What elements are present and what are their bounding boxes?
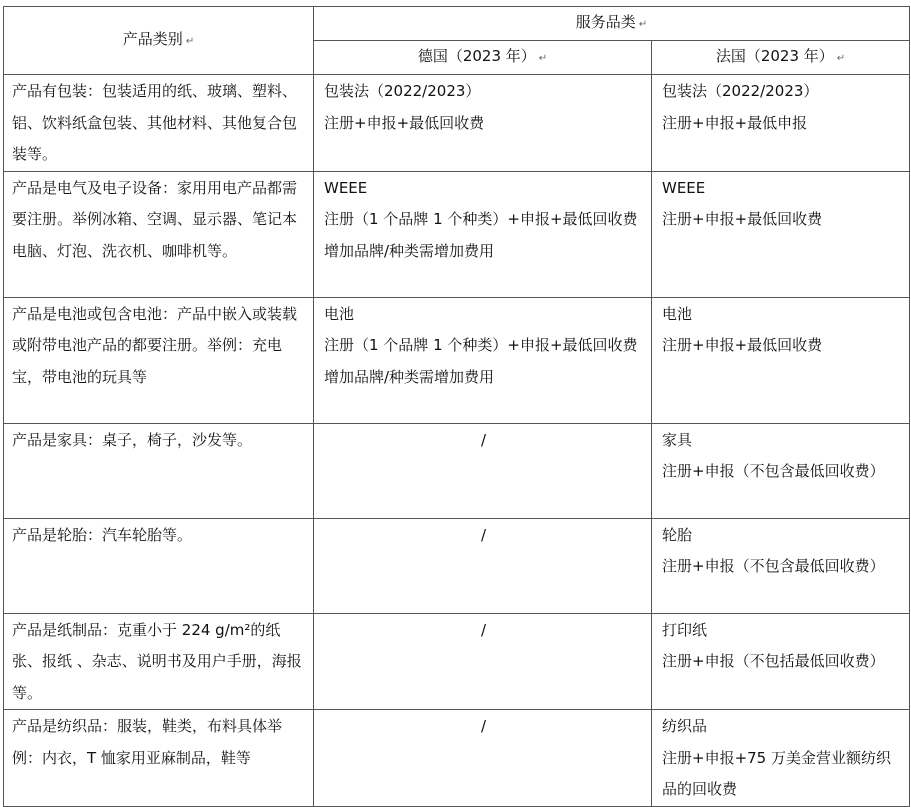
category-text: 产品是轮胎：汽车轮胎等。: [12, 525, 193, 544]
fr-line: 注册+申报（不包括最低回收费）: [662, 652, 885, 670]
fr-line: 家具: [662, 430, 693, 449]
category-cell: [4, 171, 314, 297]
germany-cell: [314, 518, 652, 613]
category-text: 产品是电池或包含电池：产品中嵌入或装载或附带电池产品的都要注册。举例：充电宝，带电池的玩具等: [12, 304, 298, 386]
france-cell: [652, 518, 910, 613]
de-line: 注册（1 个品牌 1 个种类）+申报+最低回收费: [324, 210, 638, 228]
category-text: 产品是纺织品：服装，鞋类，布料具体举例：内衣，T 恤家用亚麻制品，鞋等: [12, 717, 283, 767]
fr-line: WEEE: [662, 178, 706, 197]
category-text: 产品是家具：桌子，椅子，沙发等。: [12, 430, 253, 449]
header-category: 产品类别 ↵: [4, 7, 314, 75]
comparison-table: [3, 6, 910, 807]
fr-line: 注册+申报+75 万美金营业额纺织品的回收费: [662, 748, 891, 798]
header-france: 法国（2023 年） ↵: [652, 41, 910, 75]
category-cell: [4, 613, 314, 710]
de-line: /: [480, 430, 487, 449]
header-category-label: 产品类别: [122, 30, 183, 48]
header-germany: 德国（2023 年） ↵: [314, 41, 652, 75]
de-line: 包装法（2022/2023）: [324, 82, 481, 100]
header-germany-label: 德国（2023 年）: [417, 47, 536, 65]
header-row: [4, 7, 910, 41]
fr-line: 轮胎: [662, 525, 693, 544]
fr-line: 注册+申报+最低回收费: [662, 210, 823, 228]
germany-cell: [314, 297, 652, 423]
table-row: [4, 423, 910, 518]
fr-line: 注册+申报+最低申报: [662, 113, 808, 132]
de-line: /: [480, 525, 487, 544]
fr-line: 纺织品: [662, 717, 708, 735]
france-cell: [652, 423, 910, 518]
fr-line: 包装法（2022/2023）: [662, 82, 819, 100]
fr-line: 注册+申报（不包含最低回收费）: [662, 557, 885, 575]
germany-cell: [314, 613, 652, 710]
de-line: 注册+申报+最低回收费: [324, 113, 485, 132]
header-service-label: 服务品类: [575, 13, 636, 31]
category-text: 产品是纸制品：克重小于 224 g/m²的纸张、报纸 、杂志、说明书及用户手册，海报等。: [12, 620, 302, 702]
fr-line: 电池: [662, 304, 693, 323]
de-line: /: [480, 620, 487, 639]
de-line: 注册（1 个品牌 1 个种类）+申报+最低回收费: [324, 336, 638, 354]
germany-cell: [314, 75, 652, 172]
fr-line: 注册+申报+最低回收费: [662, 336, 823, 354]
category-cell: [4, 423, 314, 518]
fr-line: 打印纸: [662, 620, 708, 639]
table-row: [4, 297, 910, 423]
de-line: 增加品牌/种类需增加费用: [324, 241, 495, 260]
germany-cell: [314, 710, 652, 807]
category-cell: [4, 518, 314, 613]
table-row: [4, 613, 910, 710]
france-cell: [652, 710, 910, 807]
table-row: [4, 710, 910, 807]
france-cell: [652, 613, 910, 710]
category-text: 产品有包装：包装适用的纸、玻璃、塑料、铝、饮料纸盒包装、其他材料、其他复合包装等。: [12, 82, 298, 163]
germany-cell: [314, 171, 652, 297]
category-text: 产品是电气及电子设备：家用用电产品都需要注册。举例冰箱、空调、显示器、笔记本电脑、灯泡、洗衣机、咖啡机等。: [12, 178, 298, 260]
category-cell: [4, 710, 314, 807]
header-service: 服务品类 ↵: [314, 7, 910, 41]
germany-cell: [314, 423, 652, 518]
table-row: [4, 171, 910, 297]
de-line: 电池: [324, 304, 355, 323]
category-cell: [4, 75, 314, 172]
france-cell: [652, 297, 910, 423]
category-cell: [4, 297, 314, 423]
de-line: /: [480, 717, 487, 735]
header-france-label: 法国（2023 年）: [715, 47, 834, 65]
table-row: [4, 518, 910, 613]
de-line: WEEE: [324, 178, 368, 197]
de-line: 增加品牌/种类需增加费用: [324, 367, 495, 386]
fr-line: 注册+申报（不包含最低回收费）: [662, 462, 885, 480]
table-row: [4, 75, 910, 172]
france-cell: [652, 75, 910, 172]
france-cell: [652, 171, 910, 297]
